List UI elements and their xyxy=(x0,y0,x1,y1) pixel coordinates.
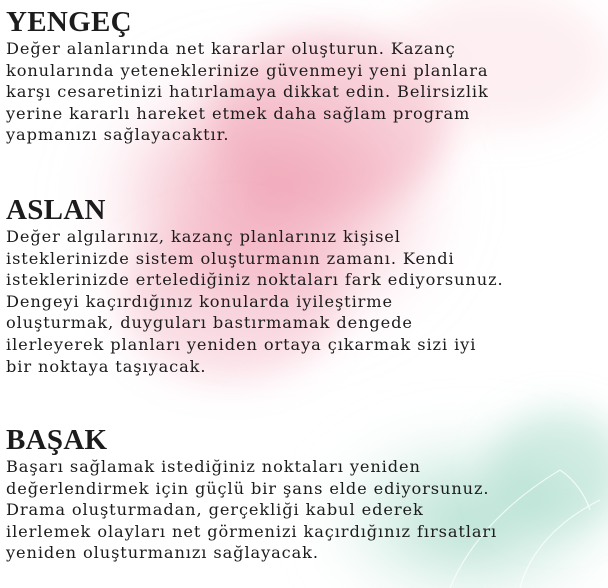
text-line: Değer algılarınız, kazanç planlarınız kişisel xyxy=(6,227,401,246)
text-line: bir noktaya taşıyacak. xyxy=(6,356,207,376)
text-line: konularında yeteneklerinize güvenmeyi yeni planlara xyxy=(6,60,489,80)
text-line: yapmanızı sağlayacaktır. xyxy=(6,125,230,145)
text-line: ilerlemek olayları net görmenizi kaçırdığınız fırsatları xyxy=(6,521,498,541)
text-line: Değer alanlarında net kararlar oluşturun. Kazanç xyxy=(6,39,456,58)
sign-title-yengec: YENGEÇ xyxy=(6,6,132,38)
text-line: isteklerinizde sistem oluşturmanın zamanı. Kendi xyxy=(6,248,455,268)
text-line: yerine kararlı hareket etmek daha sağlam program xyxy=(6,103,471,123)
section-aslan xyxy=(6,194,504,377)
sign-title-aslan: ASLAN xyxy=(6,194,106,226)
text-line: ilerleyerek planları yeniden ortaya çıkarmak sizi iyi xyxy=(6,334,477,354)
text-line: değerlendirmek için güçlü bir şans elde ediyorsunuz. xyxy=(6,478,490,498)
text-line: karşı cesaretinizi hatırlamaya dikkat edin. Belirsizlik xyxy=(6,82,489,102)
text-line: yeniden oluşturmanızı sağlayacak. xyxy=(6,543,319,563)
text-line: oluşturmak, duyguları bastırmamak dengede xyxy=(6,313,413,333)
sign-title-basak: BAŞAK xyxy=(6,424,108,456)
section-yengec xyxy=(6,6,489,146)
text-line: Başarı sağlamak istediğiniz noktaları yeniden xyxy=(6,457,421,476)
sign-description-basak xyxy=(6,456,497,564)
sign-description-yengec xyxy=(6,38,489,146)
section-basak xyxy=(6,424,497,564)
text-line: Drama oluşturmadan, gerçekliği kabul ederek xyxy=(6,500,424,520)
text-line: Dengeyi kaçırdığınız konularda iyileştirme xyxy=(6,291,394,311)
text-line: isteklerinizde ertelediğiniz noktaları fark ediyorsunuz. xyxy=(6,270,504,290)
sign-description-aslan xyxy=(6,226,504,377)
